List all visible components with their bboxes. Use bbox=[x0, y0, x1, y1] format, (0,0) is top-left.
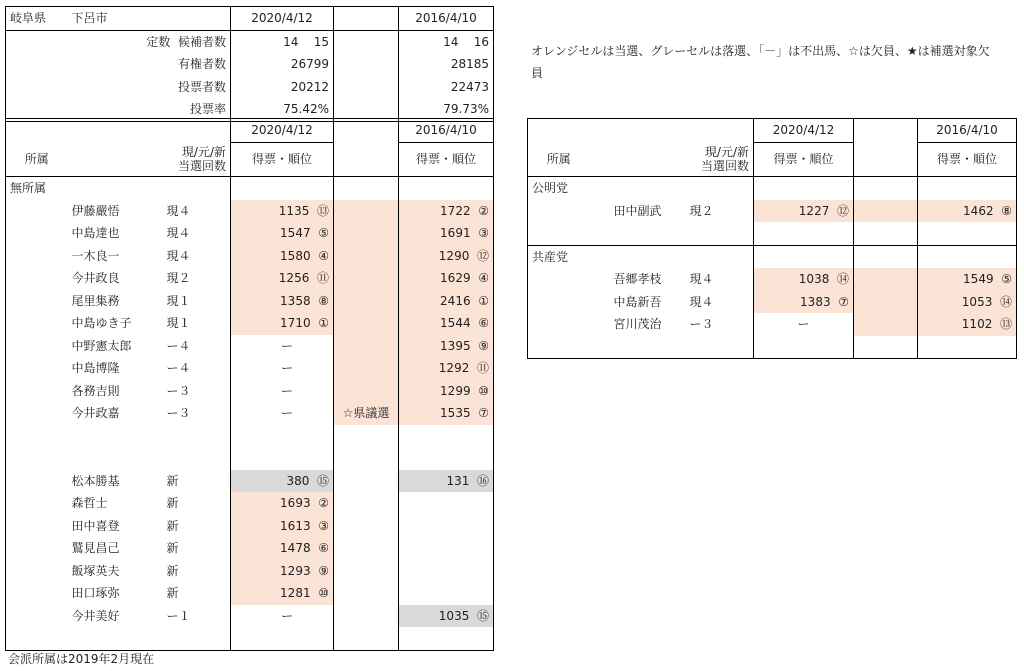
candidate-status: 新 bbox=[163, 492, 231, 515]
rank-2016: ⑭ bbox=[999, 294, 1012, 309]
candidate-status: 現２ bbox=[163, 267, 231, 290]
kouho-label: 候補者数 bbox=[177, 34, 226, 49]
rank-2016: ⑤ bbox=[1001, 272, 1012, 287]
party-table bbox=[527, 118, 1017, 359]
candidate-status: 新 bbox=[163, 470, 231, 493]
votes-2016: 1535 bbox=[440, 406, 471, 421]
party-votes-header-2020: 得票・順位 bbox=[754, 142, 854, 177]
votes-2016: 1549 bbox=[963, 272, 994, 287]
votes-2020: 1227 bbox=[798, 203, 830, 218]
summary-date-2016: 2016/4/10 bbox=[399, 7, 494, 31]
votes-2020: 1383 bbox=[800, 294, 831, 309]
vacancy-note: ☆県議選 bbox=[342, 406, 390, 421]
candidate-name: 田口琢弥 bbox=[71, 586, 120, 601]
yuken-label: 有権者数 bbox=[68, 53, 231, 76]
candidate-name: 中島ゆき子 bbox=[71, 316, 132, 331]
candidate-name: 中野憲太郎 bbox=[71, 338, 132, 353]
party-name: 共産党 bbox=[528, 245, 686, 268]
table-row bbox=[6, 402, 494, 425]
votes-2020: 1478 bbox=[280, 541, 311, 556]
affil-header: 所属 bbox=[6, 142, 68, 177]
rank-2020: ⑮ bbox=[316, 473, 329, 488]
candidate-name: 各務吉則 bbox=[71, 383, 120, 398]
candidate-name: 松本勝基 bbox=[71, 473, 120, 488]
party-status-header-1: 現/元/新 bbox=[704, 145, 749, 159]
votes-2016: 1691 bbox=[440, 226, 471, 241]
votes-2020: 1256 bbox=[278, 271, 310, 286]
party-name: 公明党 bbox=[528, 177, 686, 200]
rate-2020: 75.42% bbox=[231, 98, 334, 121]
city-name: 下呂市 bbox=[68, 7, 231, 31]
votes-2020: 1358 bbox=[280, 293, 311, 308]
votes-2020: 1293 bbox=[280, 563, 311, 578]
party-votes-header-2016: 得票・順位 bbox=[918, 142, 1017, 177]
summary-date-2020: 2020/4/12 bbox=[231, 7, 334, 31]
rank-2016: ① bbox=[478, 293, 489, 308]
votes-2016: 1053 bbox=[961, 294, 993, 309]
party-status-header-2: 当選回数 bbox=[700, 159, 749, 173]
table-row bbox=[6, 222, 494, 245]
rank-2016: ⑥ bbox=[478, 316, 489, 331]
main-table bbox=[5, 118, 494, 651]
votes-2020: 1135 bbox=[278, 203, 310, 218]
rank-2016: ④ bbox=[478, 271, 489, 286]
rank-2020: ⑭ bbox=[836, 272, 849, 287]
votes-2020: ー bbox=[754, 313, 854, 336]
rank-2016: ⑬ bbox=[999, 317, 1012, 332]
status-header-2: 当選回数 bbox=[177, 159, 226, 173]
rank-2020: ② bbox=[318, 496, 329, 511]
candidate-status: 現２ bbox=[686, 200, 754, 223]
table-row bbox=[6, 267, 494, 290]
table-row bbox=[6, 380, 494, 403]
table-row bbox=[6, 470, 494, 493]
table-row bbox=[6, 335, 494, 358]
votes-2016: 1035 bbox=[438, 608, 470, 623]
votes-2020: 1547 bbox=[280, 226, 311, 241]
candidate-name: 一木良一 bbox=[71, 248, 120, 263]
candidate-status: 新 bbox=[163, 560, 231, 583]
teisu-2016: 14 bbox=[443, 34, 459, 49]
candidate-status: 現４ bbox=[686, 268, 754, 291]
candidate-status: 新 bbox=[163, 537, 231, 560]
yuken-2020: 26799 bbox=[231, 53, 334, 76]
candidate-name: 尾里集務 bbox=[71, 293, 120, 308]
party-affil-header: 所属 bbox=[528, 142, 590, 177]
candidate-name: 中島新吾 bbox=[613, 294, 662, 309]
candidate-status: ー３ bbox=[686, 313, 754, 336]
candidate-name: 今井政良 bbox=[71, 271, 120, 286]
table-row bbox=[6, 605, 494, 628]
table-row bbox=[6, 492, 494, 515]
summary-title-row bbox=[6, 7, 494, 31]
rate-label: 投票率 bbox=[68, 98, 231, 121]
candidate-status: 現４ bbox=[686, 291, 754, 314]
candidate-status: 現１ bbox=[163, 290, 231, 313]
candidate-name: 中島博隆 bbox=[71, 361, 120, 376]
group-label: 無所属 bbox=[6, 177, 163, 200]
rank-2016: ⑨ bbox=[478, 338, 489, 353]
votes-2020: ー bbox=[280, 383, 293, 398]
rank-2020: ④ bbox=[318, 248, 329, 263]
votes-2016: 1629 bbox=[440, 271, 471, 286]
table-row bbox=[6, 357, 494, 380]
rank-2020: ⑩ bbox=[318, 586, 329, 601]
rate-2016: 79.73% bbox=[399, 98, 494, 121]
candidate-name: 吾郷孝枝 bbox=[613, 272, 662, 287]
table-row bbox=[6, 515, 494, 538]
table-row bbox=[6, 537, 494, 560]
candidate-name: 今井政嘉 bbox=[71, 406, 120, 421]
candidate-status: 現４ bbox=[163, 222, 231, 245]
candidate-name: 田中喜登 bbox=[71, 518, 120, 533]
teisu-2020: 14 bbox=[283, 34, 299, 49]
candidate-name: 宮川茂治 bbox=[613, 317, 662, 332]
rank-2016: ② bbox=[478, 203, 489, 218]
votes-2016: 1290 bbox=[438, 248, 470, 263]
rank-2016: ⑯ bbox=[476, 473, 489, 488]
main-rows-a bbox=[6, 200, 494, 651]
votes-2020: ー bbox=[280, 361, 293, 376]
votes-2020: 1281 bbox=[280, 586, 311, 601]
legend-note bbox=[531, 40, 1021, 84]
teisu-label: 定数 bbox=[146, 34, 171, 49]
footer-note: 会派所属は2019年2月現在 bbox=[8, 652, 155, 666]
votes-2016: 1299 bbox=[440, 383, 471, 398]
table-row bbox=[6, 200, 494, 223]
table-row bbox=[6, 312, 494, 335]
votes-2016: 2416 bbox=[440, 293, 471, 308]
table-row bbox=[6, 582, 494, 605]
rank-2020: ⑦ bbox=[838, 294, 849, 309]
rank-2020: ⑧ bbox=[318, 293, 329, 308]
votes-2016: 1544 bbox=[440, 316, 471, 331]
candidate-status: ー４ bbox=[163, 335, 231, 358]
legend-line-1: オレンジセルは当選、グレーセルは落選、「－」は不出馬、☆は欠員、★は補選対象欠 bbox=[531, 44, 990, 58]
rank-2020: ⑥ bbox=[318, 541, 329, 556]
votes-2020: ー bbox=[280, 608, 293, 623]
votes-2016: 1462 bbox=[963, 203, 994, 218]
candidate-status: 新 bbox=[163, 582, 231, 605]
table-row bbox=[528, 200, 1017, 223]
votes-2020: 1613 bbox=[280, 518, 311, 533]
table-row bbox=[6, 560, 494, 583]
main-date-2016: 2016/4/10 bbox=[399, 119, 494, 143]
candidate-status: 新 bbox=[163, 515, 231, 538]
table-row bbox=[528, 268, 1017, 291]
votes-2016: 1292 bbox=[438, 361, 470, 376]
party-date-2020: 2020/4/12 bbox=[754, 119, 854, 143]
main-date-2020: 2020/4/12 bbox=[231, 119, 334, 143]
candidate-status: ー４ bbox=[163, 357, 231, 380]
candidate-name: 中島達也 bbox=[71, 226, 120, 241]
status-header-1: 現/元/新 bbox=[181, 145, 226, 159]
rank-2016: ③ bbox=[478, 226, 489, 241]
table-row bbox=[6, 290, 494, 313]
votes-2016: 1395 bbox=[440, 338, 471, 353]
table-row bbox=[528, 313, 1017, 336]
tohyo-2016: 22473 bbox=[399, 76, 494, 99]
candidate-name: 田中副武 bbox=[613, 203, 662, 218]
rank-2016: ⑦ bbox=[478, 406, 489, 421]
party-date-2016: 2016/4/10 bbox=[918, 119, 1017, 143]
table-row bbox=[528, 291, 1017, 314]
rank-2020: ⑫ bbox=[836, 203, 849, 218]
party-rows bbox=[528, 177, 1017, 359]
rank-2020: ⑪ bbox=[316, 271, 329, 286]
rank-2016: ⑪ bbox=[476, 361, 489, 376]
candidate-status: ー３ bbox=[163, 380, 231, 403]
votes-2020: ー bbox=[280, 406, 293, 421]
candidate-name: 森哲士 bbox=[71, 496, 108, 511]
votes-2020: 1710 bbox=[280, 316, 311, 331]
candidate-name: 鷲見昌己 bbox=[71, 541, 120, 556]
kouho-2020: 15 bbox=[313, 34, 329, 49]
votes-2020: 1580 bbox=[280, 248, 311, 263]
votes-2020: 380 bbox=[286, 473, 310, 488]
candidate-status: ー３ bbox=[163, 402, 231, 425]
summary-table bbox=[5, 6, 494, 122]
rank-2016: ⑫ bbox=[476, 248, 489, 263]
rank-2020: ⑬ bbox=[316, 203, 329, 218]
candidate-status: ー１ bbox=[163, 605, 231, 628]
rank-2016: ⑮ bbox=[476, 608, 489, 623]
votes-2016: 1102 bbox=[961, 317, 993, 332]
candidate-status: 現４ bbox=[163, 200, 231, 223]
votes-2016: 131 bbox=[446, 473, 470, 488]
candidate-status: 現１ bbox=[163, 312, 231, 335]
votes-2020: 1038 bbox=[798, 272, 830, 287]
votes-2020: 1693 bbox=[280, 496, 311, 511]
yuken-2016: 28185 bbox=[399, 53, 494, 76]
candidate-name: 伊藤嚴悟 bbox=[71, 203, 120, 218]
candidate-name: 飯塚英夫 bbox=[71, 563, 120, 578]
rank-2016: ⑧ bbox=[1001, 203, 1012, 218]
legend-line-2: 員 bbox=[531, 66, 544, 80]
rank-2020: ⑤ bbox=[318, 226, 329, 241]
rank-2020: ⑨ bbox=[318, 563, 329, 578]
rank-2020: ③ bbox=[318, 518, 329, 533]
rank-2016: ⑩ bbox=[478, 383, 489, 398]
kouho-2016: 16 bbox=[473, 34, 489, 49]
votes-header-2016: 得票・順位 bbox=[399, 142, 494, 177]
votes-2016: 1722 bbox=[440, 203, 471, 218]
votes-header-2020: 得票・順位 bbox=[231, 142, 334, 177]
votes-2020: ー bbox=[280, 338, 293, 353]
tohyo-label: 投票者数 bbox=[68, 76, 231, 99]
tohyo-2020: 20212 bbox=[231, 76, 334, 99]
pref-name: 岐阜県 bbox=[6, 7, 68, 31]
candidate-name: 今井美好 bbox=[71, 608, 120, 623]
table-row bbox=[6, 245, 494, 268]
rank-2020: ① bbox=[318, 316, 329, 331]
candidate-status: 現４ bbox=[163, 245, 231, 268]
